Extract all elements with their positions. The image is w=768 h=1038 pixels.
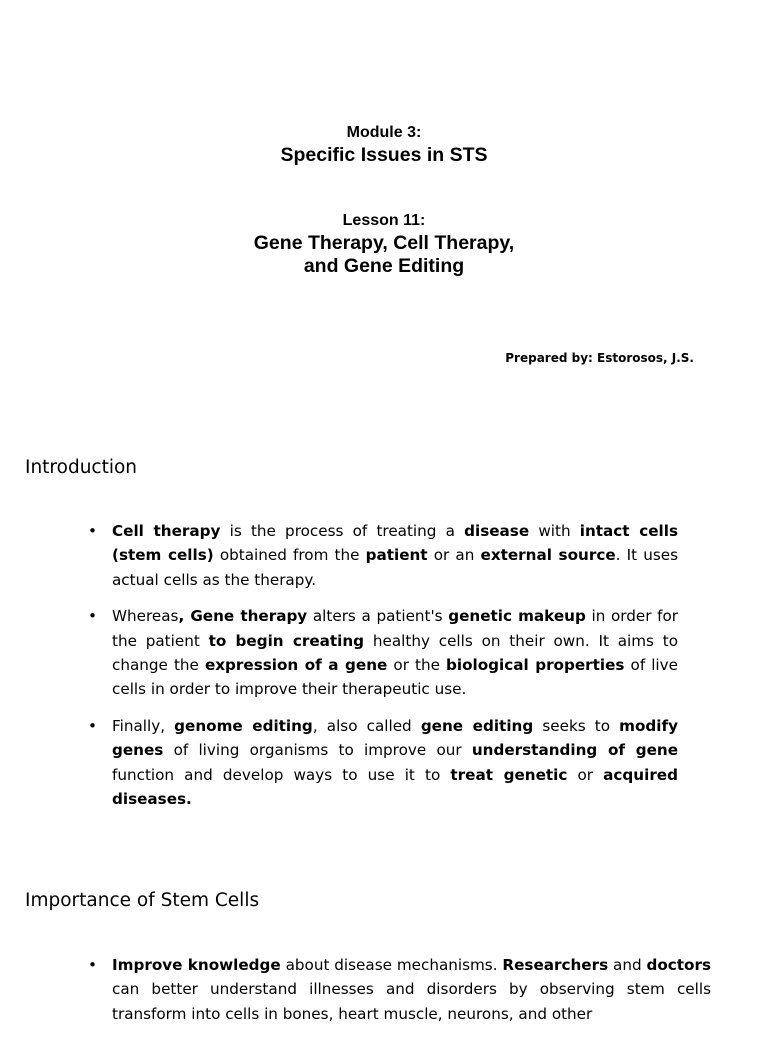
- term-gene-therapy: , Gene therapy: [178, 607, 308, 626]
- introduction-heading: Introduction: [25, 457, 138, 478]
- bullet-dot-icon: •: [88, 956, 97, 974]
- bullet-dot-icon: •: [88, 716, 97, 735]
- lesson-title-line2: and Gene Editing: [303, 255, 465, 277]
- bullet-improve-knowledge: • Improve knowledge about disease mechanisms. Researchers and doctors can better understand illnesses and disorders by observing stem cells transform into cells in bones, heart muscle, neurons, and other: [88, 953, 711, 1026]
- term-cell-therapy: Cell therapy: [112, 522, 221, 540]
- bullet-dot-icon: •: [88, 522, 97, 540]
- bullet-cell-therapy: • Cell therapy is the process of treating a disease with intact cells (stem cells) obtained from the patient or an external source. It uses actual cells as the therapy.: [88, 519, 678, 592]
- prepared-by-credit: Prepared by: Estorosos, J.S.: [505, 351, 694, 365]
- module-title: Specific Issues in STS: [280, 144, 488, 166]
- lesson-label: Lesson 11:: [342, 212, 426, 229]
- bullet-gene-therapy: • Whereas, Gene therapy alters a patient's genetic makeup in order for the patient to begin creating healthy cells on their own. It aims to change the expression of a gene or the biological properties of live cells in order to improve their therapeutic use.: [88, 604, 678, 702]
- module-label: Module 3:: [346, 124, 422, 141]
- bullet-dot-icon: •: [88, 607, 97, 626]
- introduction-bullet-list: [88, 519, 678, 823]
- stem-cells-bullet-list: [88, 953, 711, 1038]
- bullet-genome-editing: • Finally, genome editing, also called gene editing seeks to modify genes of living organisms to improve our understanding of gene function and develop ways to use it to treat genetic or acquired diseases.: [88, 714, 678, 812]
- stem-cells-heading: Importance of Stem Cells: [25, 890, 260, 911]
- term-improve-knowledge: Improve knowledge: [112, 956, 281, 974]
- lesson-title-line1: Gene Therapy, Cell Therapy,: [253, 232, 515, 254]
- term-genome-editing: genome editing: [174, 716, 313, 735]
